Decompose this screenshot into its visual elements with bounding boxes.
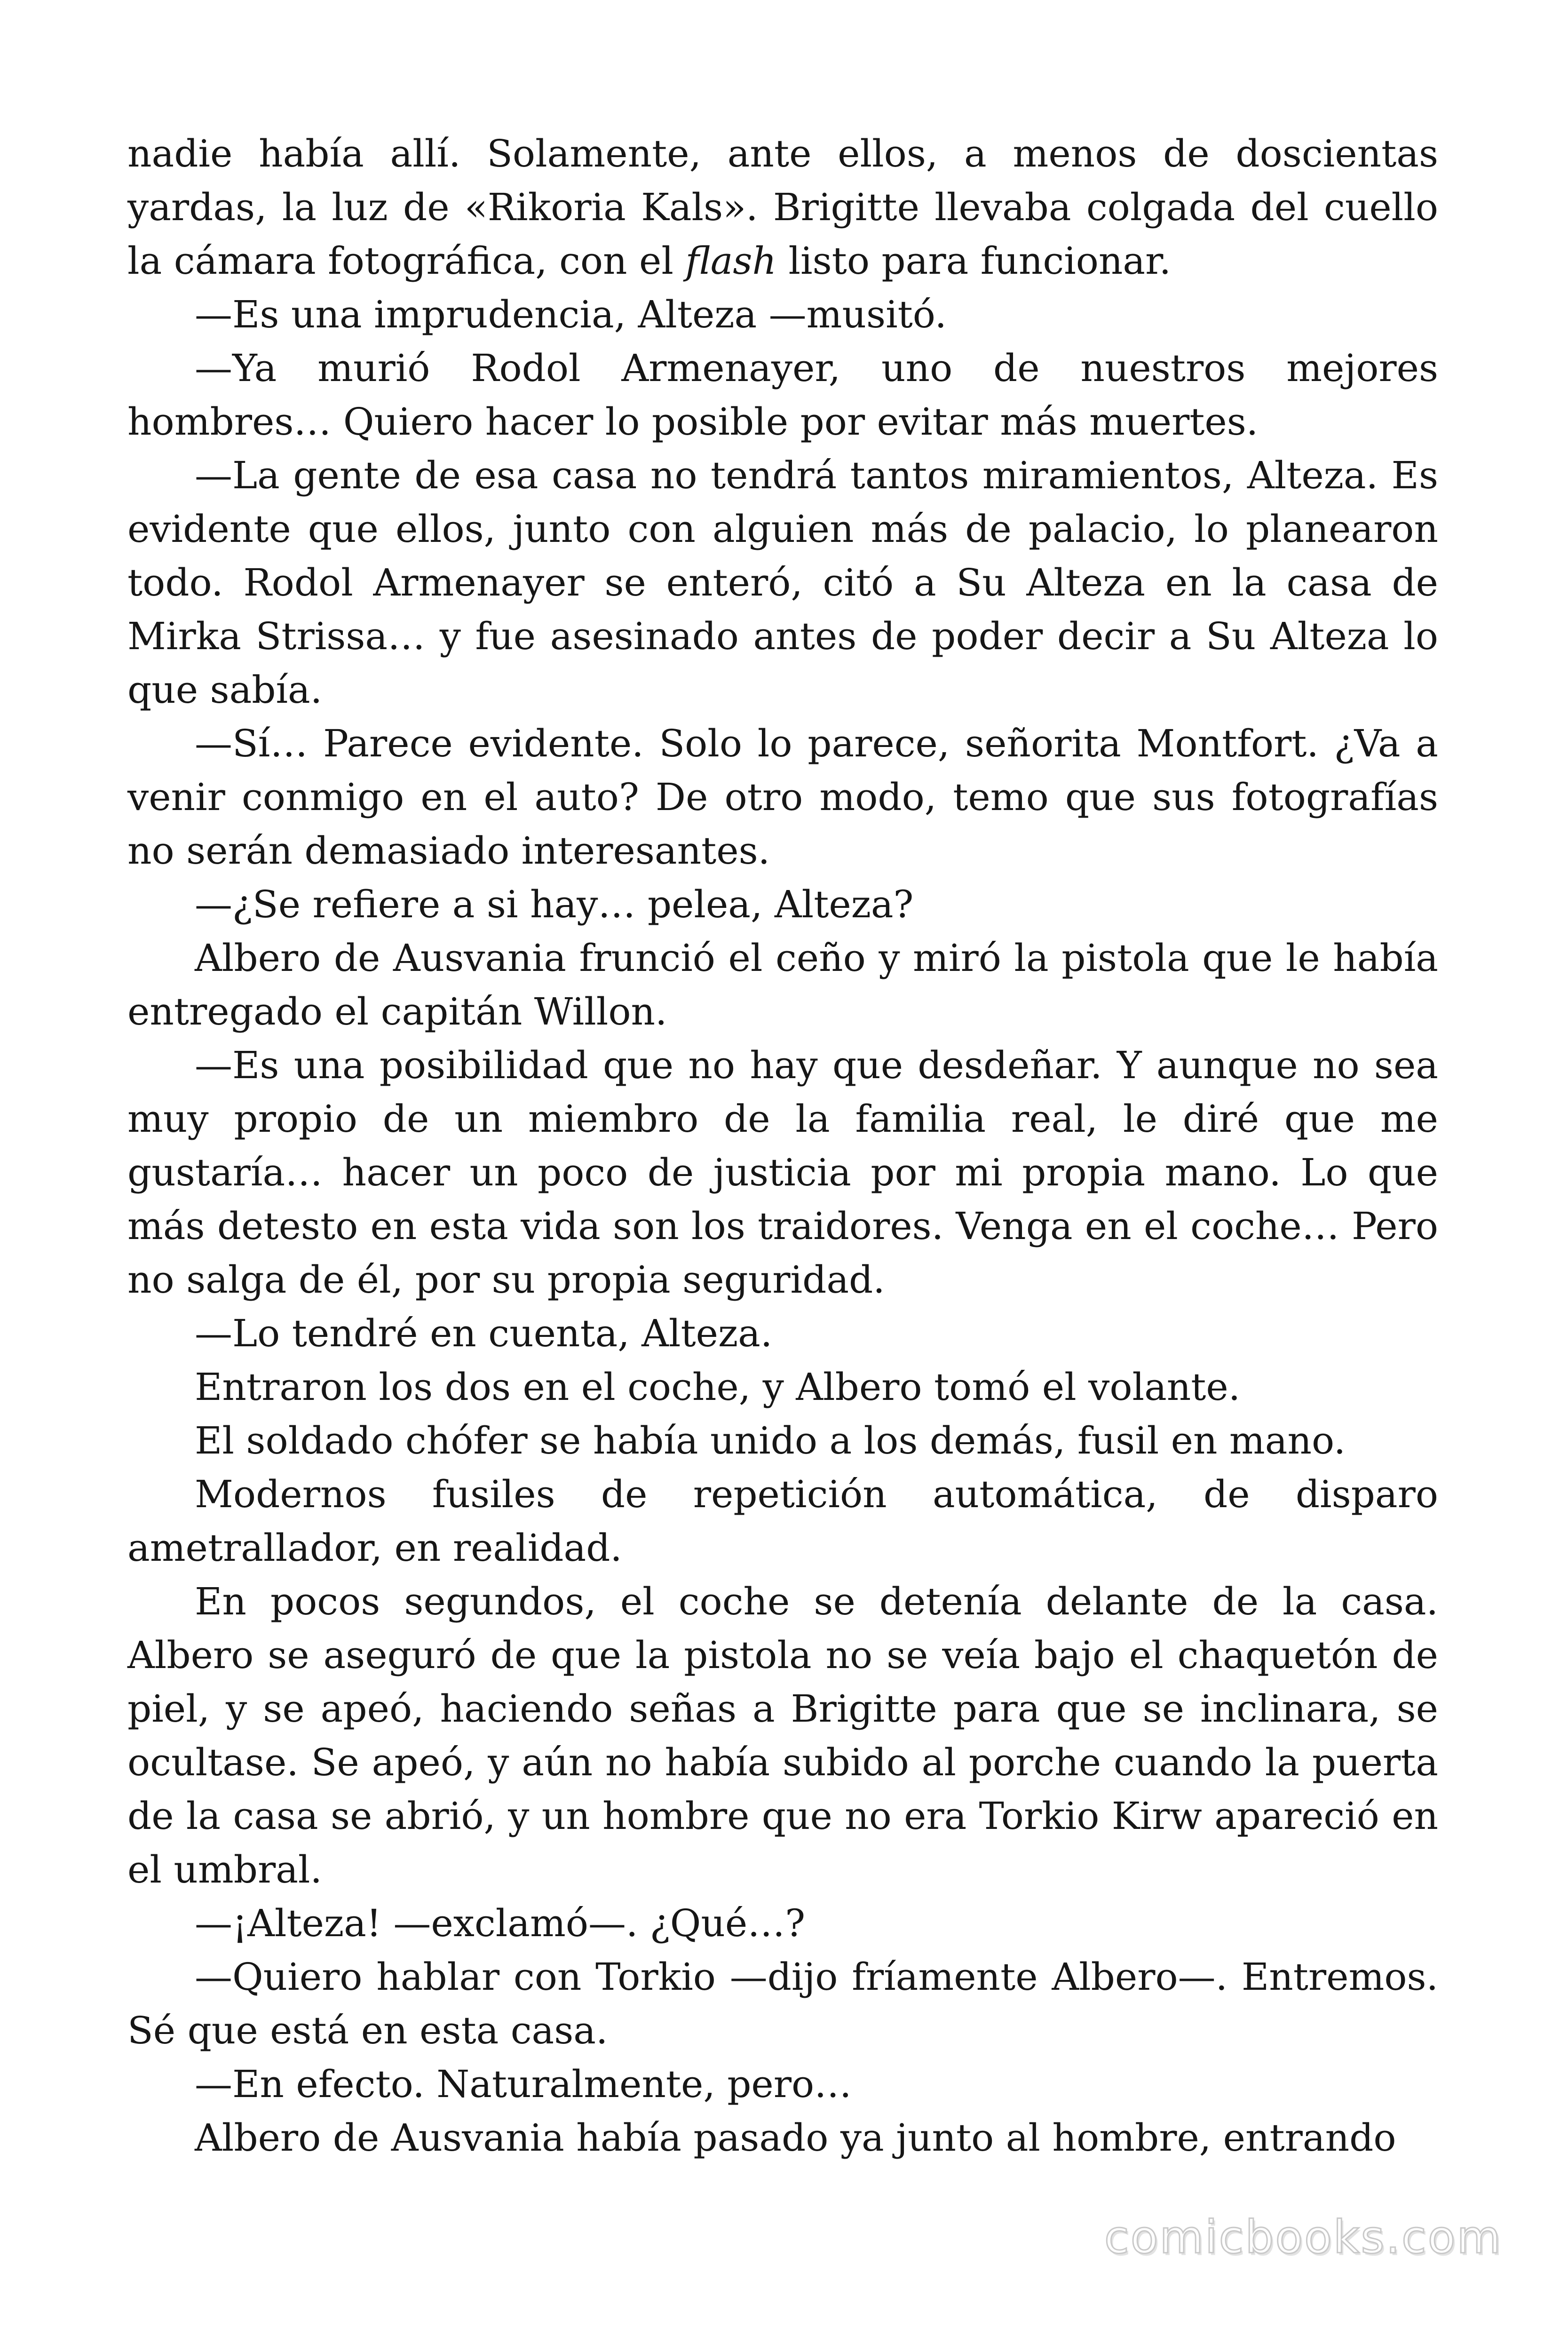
paragraph-text: listo para funcionar.: [776, 239, 1171, 283]
paragraph: En pocos segundos, el coche se detenía delante de la casa. Albero se aseguró de que la pistola no se veía bajo el chaquetón de piel, y se apeó, haciendo señas a Brigitte para que se inclinara, se ocultase. Se apeó, y aún no había subido al porche cuando la puerta de la casa se abrió, y un hombre que no era Torkio Kirw apareció en el umbral.: [127, 1580, 1438, 1891]
page-text: [127, 127, 1438, 2165]
paragraph: Albero de Ausvania frunció el ceño y miró la pistola que le había entregado el capitán Willon.: [127, 936, 1438, 1033]
paragraph: Modernos fusiles de repetición automática, de disparo ametrallador, en realidad.: [127, 1472, 1438, 1570]
watermark: comicbooks.com: [1104, 2211, 1502, 2264]
paragraph: —Es una imprudencia, Alteza —musitó.: [195, 293, 947, 336]
paragraph: —Quiero hablar con Torkio —dijo fríamente Albero—. Entremos. Sé que está en esta casa.: [127, 1955, 1438, 2052]
paragraph: Albero de Ausvania había pasado ya junto al hombre, entrando: [195, 2116, 1396, 2160]
paragraph: —Es una posibilidad que no hay que desdeñar. Y aunque no sea muy propio de un miembro de la familia real, le diré que me gustaría… hacer un poco de justicia por mi propia mano. Lo que más detesto en esta vida son los traidores. Venga en el coche… Pero no salga de él, por su propia seguridad.: [127, 1043, 1438, 1302]
paragraph: —En efecto. Naturalmente, pero…: [195, 2062, 852, 2106]
paragraph: [127, 127, 1438, 288]
paragraph: —Ya murió Rodol Armenayer, uno de nuestros mejores hombres… Quiero hacer lo posible por evitar más muertes.: [127, 346, 1438, 444]
paragraph: —La gente de esa casa no tendrá tantos miramientos, Alteza. Es evidente que ellos, junto con alguien más de palacio, lo planearon todo. Rodol Armenayer se enteró, citó a Su Alteza en la casa de Mirka Strissa… y fue asesinado antes de poder decir a Su Alteza lo que sabía.: [127, 453, 1438, 712]
italic-word: flash: [685, 239, 777, 283]
paragraph-text: nadie había allí. Solamente, ante ellos, a menos de doscientas yardas, la luz de «Rikoria Kals». Brigitte llevaba colgada del cuello la cámara fotográfica, con el: [127, 132, 1438, 283]
paragraph: Entraron los dos en el coche, y Albero tomó el volante.: [195, 1365, 1241, 1409]
paragraph: El soldado chófer se había unido a los demás, fusil en mano.: [195, 1419, 1346, 1462]
paragraph: —Lo tendré en cuenta, Alteza.: [195, 1311, 773, 1355]
paragraph: —Sí… Parece evidente. Solo lo parece, señorita Montfort. ¿Va a venir conmigo en el auto? De otro modo, temo que sus fotografías no serán demasiado interesantes.: [127, 722, 1438, 873]
paragraph: —¿Se refiere a si hay… pelea, Alteza?: [195, 882, 914, 926]
paragraph: —¡Alteza! —exclamó—. ¿Qué…?: [195, 1901, 806, 1945]
